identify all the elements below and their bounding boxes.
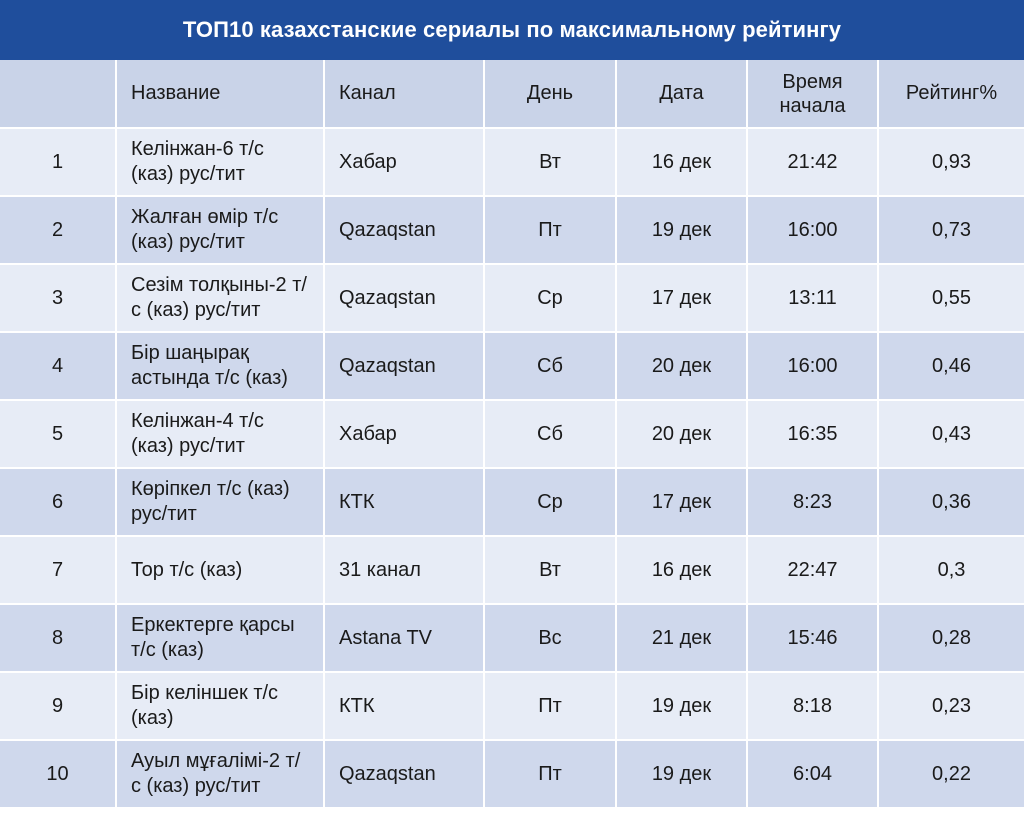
table-body bbox=[0, 128, 1024, 808]
cell-day: Ср bbox=[484, 468, 616, 536]
cell-date: 16 дек bbox=[616, 128, 747, 196]
table-row bbox=[0, 740, 1024, 808]
table-row bbox=[0, 400, 1024, 468]
cell-name: Тор т/с (каз) bbox=[116, 536, 324, 604]
cell-day: Ср bbox=[484, 264, 616, 332]
cell-day: Вт bbox=[484, 128, 616, 196]
cell-channel: Qazaqstan bbox=[324, 332, 484, 400]
cell-time: 16:35 bbox=[747, 400, 878, 468]
cell-rating: 0,43 bbox=[878, 400, 1024, 468]
cell-time: 15:46 bbox=[747, 604, 878, 672]
cell-rank: 5 bbox=[0, 400, 116, 468]
cell-channel: Astana TV bbox=[324, 604, 484, 672]
cell-channel: Qazaqstan bbox=[324, 264, 484, 332]
cell-rank: 4 bbox=[0, 332, 116, 400]
cell-rating: 0,28 bbox=[878, 604, 1024, 672]
cell-time: 21:42 bbox=[747, 128, 878, 196]
cell-rank: 6 bbox=[0, 468, 116, 536]
cell-time: 8:23 bbox=[747, 468, 878, 536]
table-row bbox=[0, 604, 1024, 672]
column-header-rank bbox=[0, 60, 116, 128]
cell-rank: 2 bbox=[0, 196, 116, 264]
cell-name: Келінжан-4 т/с (каз) рус/тит bbox=[116, 400, 324, 468]
cell-date: 20 дек bbox=[616, 332, 747, 400]
cell-time: 8:18 bbox=[747, 672, 878, 740]
cell-day: Сб bbox=[484, 332, 616, 400]
cell-channel: Хабар bbox=[324, 128, 484, 196]
cell-rating: 0,55 bbox=[878, 264, 1024, 332]
cell-date: 19 дек bbox=[616, 740, 747, 808]
cell-rating: 0,93 bbox=[878, 128, 1024, 196]
cell-rank: 8 bbox=[0, 604, 116, 672]
table-header bbox=[0, 60, 1024, 128]
cell-day: Пт bbox=[484, 196, 616, 264]
table-row bbox=[0, 536, 1024, 604]
cell-channel: Хабар bbox=[324, 400, 484, 468]
cell-time: 16:00 bbox=[747, 332, 878, 400]
cell-date: 16 дек bbox=[616, 536, 747, 604]
cell-name: Жалған өмір т/с (каз) рус/тит bbox=[116, 196, 324, 264]
column-header-name: Название bbox=[116, 60, 324, 128]
cell-time: 16:00 bbox=[747, 196, 878, 264]
cell-day: Пт bbox=[484, 740, 616, 808]
cell-channel: 31 канал bbox=[324, 536, 484, 604]
cell-date: 17 дек bbox=[616, 468, 747, 536]
cell-date: 20 дек bbox=[616, 400, 747, 468]
cell-date: 19 дек bbox=[616, 196, 747, 264]
cell-rating: 0,3 bbox=[878, 536, 1024, 604]
cell-rank: 10 bbox=[0, 740, 116, 808]
table-row bbox=[0, 264, 1024, 332]
cell-rating: 0,22 bbox=[878, 740, 1024, 808]
cell-day: Пт bbox=[484, 672, 616, 740]
table-row bbox=[0, 468, 1024, 536]
cell-name: Көріпкел т/с (каз) рус/тит bbox=[116, 468, 324, 536]
column-header-time: Время начала bbox=[747, 60, 878, 128]
cell-rating: 0,46 bbox=[878, 332, 1024, 400]
cell-name: Бір келіншек т/с (каз) bbox=[116, 672, 324, 740]
cell-day: Вс bbox=[484, 604, 616, 672]
table-row bbox=[0, 128, 1024, 196]
cell-name: Бір шаңырақ астында т/с (каз) bbox=[116, 332, 324, 400]
table-row bbox=[0, 196, 1024, 264]
table-row bbox=[0, 672, 1024, 740]
cell-date: 17 дек bbox=[616, 264, 747, 332]
header-row bbox=[0, 60, 1024, 128]
cell-time: 6:04 bbox=[747, 740, 878, 808]
cell-rank: 3 bbox=[0, 264, 116, 332]
cell-time: 13:11 bbox=[747, 264, 878, 332]
cell-rating: 0,73 bbox=[878, 196, 1024, 264]
cell-channel: КТК bbox=[324, 468, 484, 536]
cell-name: Ауыл мұғалімі-2 т/с (каз) рус/тит bbox=[116, 740, 324, 808]
column-header-date: Дата bbox=[616, 60, 747, 128]
column-header-day: День bbox=[484, 60, 616, 128]
ratings-table bbox=[0, 60, 1024, 809]
cell-rating: 0,23 bbox=[878, 672, 1024, 740]
cell-time: 22:47 bbox=[747, 536, 878, 604]
cell-rank: 1 bbox=[0, 128, 116, 196]
page-title bbox=[0, 0, 1024, 60]
cell-channel: Qazaqstan bbox=[324, 740, 484, 808]
table-row bbox=[0, 332, 1024, 400]
cell-day: Сб bbox=[484, 400, 616, 468]
cell-day: Вт bbox=[484, 536, 616, 604]
page-title-text: ТОП10 казахстанские сериалы по максимальному рейтингу bbox=[182, 17, 842, 42]
cell-name: Еркектерге қарсы т/с (каз) bbox=[116, 604, 324, 672]
cell-name: Сезім толқыны-2 т/с (каз) рус/тит bbox=[116, 264, 324, 332]
cell-channel: КТК bbox=[324, 672, 484, 740]
cell-rank: 7 bbox=[0, 536, 116, 604]
cell-date: 21 дек bbox=[616, 604, 747, 672]
cell-rank: 9 bbox=[0, 672, 116, 740]
cell-channel: Qazaqstan bbox=[324, 196, 484, 264]
cell-name: Келінжан-6 т/с (каз) рус/тит bbox=[116, 128, 324, 196]
cell-date: 19 дек bbox=[616, 672, 747, 740]
column-header-channel: Канал bbox=[324, 60, 484, 128]
cell-rating: 0,36 bbox=[878, 468, 1024, 536]
column-header-rating: Рейтинг% bbox=[878, 60, 1024, 128]
